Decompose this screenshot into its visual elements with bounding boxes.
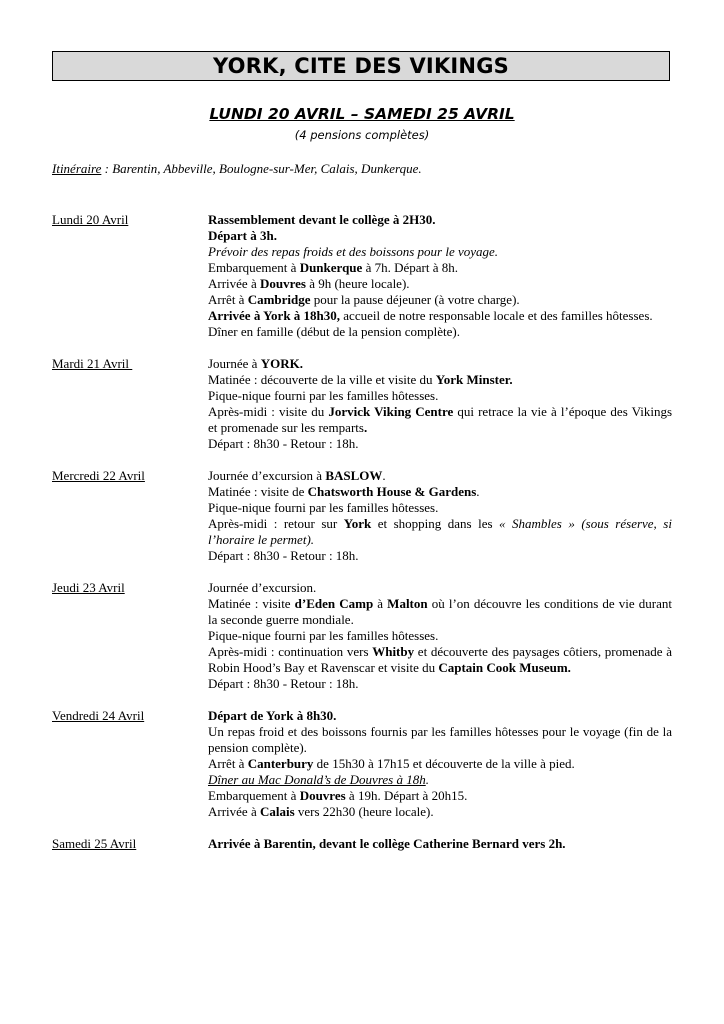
itinerary-separator: : <box>101 161 113 176</box>
day-line: Départ : 8h30 - Retour : 18h. <box>208 548 359 563</box>
day-line: Arrivée à Barentin, devant le collège Catherine Bernard vers 2h. <box>208 836 566 851</box>
day-line: Arrivée à Douvres à 9h (heure locale). <box>208 276 410 291</box>
day-body <box>208 836 672 852</box>
trip-dates: LUNDI 20 AVRIL – SAMEDI 25 AVRIL <box>209 105 515 123</box>
day-line: Arrivée à York à 18h30, accueil de notre responsable locale et des familles hôtesses. <box>208 308 653 323</box>
day-line: Pique-nique fourni par les familles hôtesses. <box>208 500 439 515</box>
day-line: Journée à YORK. <box>208 356 303 371</box>
day-line: Arrêt à Cambridge pour la pause déjeuner (à votre charge). <box>208 292 520 307</box>
day-label: Jeudi 23 Avril <box>52 580 125 595</box>
day-line: Journée d’excursion. <box>208 580 317 595</box>
day-body <box>208 708 672 820</box>
day-line: Arrivée à Calais vers 22h30 (heure locale). <box>208 804 434 819</box>
day-line: Pique-nique fourni par les familles hôtesses. <box>208 628 439 643</box>
day-line: Rassemblement devant le collège à 2H30. <box>208 212 436 227</box>
day-body <box>208 212 672 340</box>
day-line: Matinée : visite de Chatsworth House & Gardens. <box>208 484 480 499</box>
day-line: Embarquement à Dunkerque à 7h. Départ à 8h. <box>208 260 458 275</box>
itinerary-label: Itinéraire <box>52 161 102 176</box>
title-box <box>52 51 670 81</box>
day-line: Dîner en famille (début de la pension complète). <box>208 324 460 339</box>
day-label: Vendredi 24 Avril <box>52 708 145 723</box>
day-body <box>208 468 672 564</box>
day-body <box>208 580 672 692</box>
day-label: Mercredi 22 Avril <box>52 468 145 483</box>
itinerary-text: Barentin, Abbeville, Boulogne-sur-Mer, Calais, Dunkerque. <box>112 161 422 176</box>
day-line: Embarquement à Douvres à 19h. Départ à 20h15. <box>208 788 468 803</box>
day-line: Après-midi : visite du Jorvick Viking Centre qui retrace la vie à l’époque des Vikings et promenade sur les remparts. <box>208 404 672 435</box>
day-line: Journée d’excursion à BASLOW. <box>208 468 386 483</box>
day-line: Départ à 3h. <box>208 228 277 243</box>
day-line: Pique-nique fourni par les familles hôtesses. <box>208 388 439 403</box>
day-line: Matinée : visite d’Eden Camp à Malton où l’on découvre les conditions de vie durant la seconde guerre mondiale. <box>208 596 672 627</box>
day-body <box>208 356 672 452</box>
page-title: YORK, CITE DES VIKINGS <box>213 54 509 78</box>
itinerary <box>52 161 422 177</box>
day-label: Lundi 20 Avril <box>52 212 129 227</box>
pensions-note: (4 pensions complètes) <box>294 128 430 142</box>
day-line: Prévoir des repas froids et des boissons pour le voyage. <box>208 244 499 259</box>
day-line: Départ de York à 8h30. <box>208 708 337 723</box>
day-line: Un repas froid et des boissons fournis par les familles hôtesses pour le voyage (fin de la pension complète). <box>208 724 672 755</box>
day-line: Dîner au Mac Donald’s de Douvres à 18h. <box>208 772 429 787</box>
day-line: Départ : 8h30 - Retour : 18h. <box>208 436 359 451</box>
day-line: Arrêt à Canterbury de 15h30 à 17h15 et découverte de la ville à pied. <box>208 756 575 771</box>
day-line: Après-midi : continuation vers Whitby et découverte des paysages côtiers, promenade à Robin Hood’s Bay et Ravenscar et visite du Captain Cook Museum. <box>208 644 673 675</box>
day-label: Mardi 21 Avril <box>52 356 133 371</box>
day-line: Départ : 8h30 - Retour : 18h. <box>208 676 359 691</box>
day-line: Après-midi : retour sur York et shopping dans les « Shambles » (sous réserve, si l’horaire le permet). <box>208 516 672 547</box>
day-line: Matinée : découverte de la ville et visite du York Minster. <box>208 372 513 387</box>
day-label: Samedi 25 Avril <box>52 836 137 851</box>
